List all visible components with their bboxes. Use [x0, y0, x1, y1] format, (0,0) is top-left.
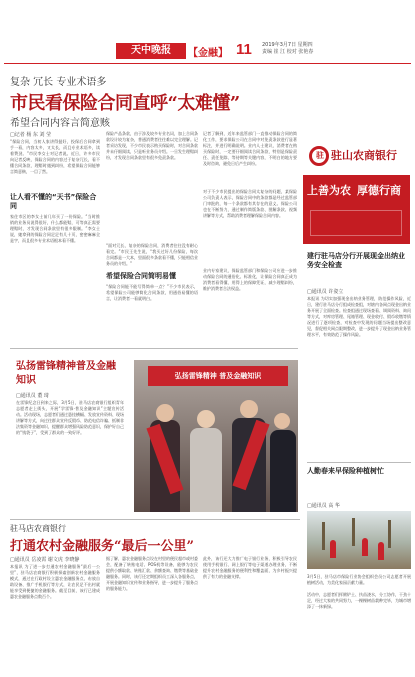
lead-col3-text-b: 对于不少市民提出的保险合同太复杂的问题，某保险公司负责人表示，保险合同中的条款都是经过监管部门审批的，每一个条款都有其存在的意义。保险公司也在不断努力，通过制作简版条款、图解条款、视频讲解等方式，帮助消费者理解保险合同内容。 — [203, 189, 297, 218]
photo-person-4-head — [274, 413, 290, 429]
photo-person-2-head — [197, 410, 215, 428]
lead-kicker: 复杂 冗长 专业术语多 — [10, 77, 107, 88]
mid-article-byline: □通讯员 董 琦 — [16, 393, 49, 399]
right-article-2-text: 3月5日，驻马店市保险行业协会组织会员公司志愿者开展植树活动，为美化家园贡献力量。 — [307, 574, 411, 585]
photo-person-3-head — [240, 400, 258, 418]
lead-col1-text: “保险合同，当初人家讲得挺好，投保后合同拿到手一看，内容太多，又太长，而且专业术语多，读着费劲。”市民李女士对记者说。近日，许多市民向记者反映，保险合同的内容过于复杂冗长，看不懂合同条款，理赔时遇到纠纷，希望保险合同能够言简意赅，一目了然。 — [10, 139, 100, 174]
ad-slogan-left: 上善为农 — [307, 184, 351, 197]
lead-byline: □记者 杨 东 刘 莹 — [10, 132, 52, 138]
right-article-2-byline: □通讯员 高 华 — [307, 503, 340, 509]
bottom-kicker: 驻马店农商银行 — [10, 524, 66, 533]
bank-logo-char: 驻 — [316, 151, 324, 160]
mid-article-text: 在雷锋纪念日到来之际，3月5日，驻马店农商银行组织青年志愿者走上街头，开展“学雷锋·普及金融知识”主题宣传活动。活动现场，志愿者们通过悬挂横幅、发放宣传资料、现场讲解等方式，向过往群众宣传反假币、防范电信诈骗、抵制非法集资等金融知识，提醒群众增强风险防范意识，保护好自己的“钱袋子”，受到了群众的一致好评。 — [16, 400, 124, 435]
newspaper-logo: 天中晚报 — [116, 43, 186, 59]
bottom-headline: 打通农村金融服务“最后一公里” — [10, 539, 194, 554]
lead-subhead-2: 希望保险合同简明易懂 — [106, 272, 176, 280]
page-number: 11 — [236, 41, 252, 58]
lead-headline: 市民看保险合同直呼“太难懂” — [10, 93, 240, 114]
masthead-divider — [4, 63, 411, 64]
lead-subheadline: 希望合同内容言简意赅 — [10, 118, 110, 129]
photo-volunteer-3 — [378, 542, 384, 560]
right-article-2-headline: 人勤春来早保险种植树忙 — [307, 467, 384, 475]
bottom-col1-text: 本报讯 为了进一步打通农村金融服务“最后一公里”，驻马店农商银行积极探索创新农村金融服务模式，通过在行政村设立惠农金融服务点、布放自助设备、推广手机银行等方式，让农民足不出村就能享受到便捷的金融服务。截至目前，该行已建成惠农金融服务点数百个。 — [10, 564, 100, 599]
masthead-editors: 责编 崔 江 校对 张艳春 — [262, 49, 314, 55]
section-label: 【金融】 — [188, 48, 228, 59]
photo-tree-1 — [322, 522, 325, 550]
photo-volunteer-1 — [330, 540, 336, 558]
photo-banner: 弘扬雷锋精神 普及金融知识 — [148, 366, 288, 386]
right-article-1-text: 本报讯 为切实加强现金出纳业务管理，防范操作风险，近日，建行驻马店分行组成检查组，对辖内各网点现金出纳业务开展了全面检查。检查组通过现场查看、调阅资料、询问等方式，对库房管理、尾箱管理、现金收付、假币收缴等情况进行了逐项检查，对检查中发现的问题当场提出整改意见，督促相关网点限期整改，进一步提升了现金出纳业务管理水平，有效防范了操作风险。 — [307, 296, 411, 337]
right-article-2-caption: 活动中，志愿者们挥锹铲土、扶苗浇水，分工协作，干劲十足，经过大家的共同努力，一棵棵树苗栽种完毕，为城市增添了一抹新绿。 — [307, 592, 411, 609]
lead-col2-text-c: “保险合同能不能写得简单一点？”不少市民表示，希望保险公司能够简化合同条款，用通俗易懂的语言，让消费者一看就明白。 — [106, 284, 198, 301]
lead-col2-text: 保险产品条款，由于涉及较多专业名词，加上合同条款设计较为复杂，普通消费者往往难以完全理解。记者采访发现，不少市民表示购买保险时，对合同条款并未仔细阅读，只是听业务员介绍。一旦发生理赔纠纷，才发现合同条款里有很多免责条款。 — [106, 131, 198, 160]
lead-subhead-1: 让人看不懂的“天书”保险合同 — [10, 193, 97, 210]
bottom-col2-text: 据了解，惠农金融服务点设在村里的便民超市或村委会，配备了转账电话、POS机等设备，能够为农民提供小额取款、转账汇款、余额查询、缴费等基础金融服务。同时，该行还定期组织员工深入各服务点，开展金融知识宣传和业务指导，进一步提升了服务点的服务能力。 — [106, 556, 198, 591]
bank-name: 驻山农商银行 — [331, 149, 397, 162]
section-divider-bottom — [10, 519, 300, 520]
lead-col2-text-b: “面对冗长、复杂的保险合同，消费者往往没有耐心看完。”市民王先生说，“我买过好几份保险，每次合同都是一大本，里面很多条款看不懂，只能相信业务员的介绍。” — [106, 243, 198, 266]
ad-decoration — [310, 210, 402, 236]
right-article-1-byline: □通讯员 许姿立 — [307, 289, 344, 295]
right-article-1-headline: 建行驻马店分行开展现金出纳业务安全检查 — [307, 252, 405, 269]
masthead-date: 2019年3月7日 星期四 — [262, 42, 313, 48]
bottom-byline: □通讯员 岳凌霄 谢文虎 李晓静 — [10, 557, 80, 563]
photo-person-4 — [270, 430, 296, 512]
right-divider — [307, 462, 411, 463]
photo-person-2 — [190, 428, 222, 512]
lead-col3-text-c: 业内专家建议，保险监管部门和保险公司应进一步推动保险合同的通俗化、标准化，让保险合同真正成为消费者看得懂、用得上的保障凭证，减少理赔纠纷，维护消费者合法权益。 — [203, 268, 297, 291]
photo-volunteer-2 — [362, 538, 368, 556]
section-divider — [10, 348, 298, 349]
masthead-info — [262, 42, 402, 56]
lead-col1-text-b: 家住市区的李女士前几年买了一份保险。“当时推销的业务员说得很好，什么都能赔，可等真正需要理赔时，才发现合同条款里有很多限制。”李女士说，她拿到的保险合同足足有几十页，密密麻麻全是字，而且很多专业术语根本看不懂。 — [10, 214, 100, 243]
photo-person-1-head — [156, 404, 174, 422]
photo-tree-3 — [388, 520, 391, 548]
bottom-col3-text: 此外，该行还大力推广电子银行业务，积极引导农民使用手机银行、网上银行等电子渠道办理业务，不断提升农村金融服务的便利性和覆盖面，为乡村振兴提供了有力的金融支撑。 — [203, 556, 297, 579]
mid-article-headline: 弘扬雷锋精神普及金融知识 — [16, 361, 116, 386]
ad-slogan-right: 厚德行商 — [357, 184, 401, 197]
photo-tree-2 — [352, 518, 355, 546]
lead-col3-text: 记者了解到，近年来监管部门一直推动保险合同的简化工作，要求保险公司在合同中对免责条款进行显著标注，并进行明确说明。业内人士建议，消费者在购买保险时，一定要仔细阅读合同条款，特别是保险责任、责任免除、等待期等关键内容，不明白的地方要及时咨询，避免日后产生纠纷。 — [203, 131, 297, 166]
